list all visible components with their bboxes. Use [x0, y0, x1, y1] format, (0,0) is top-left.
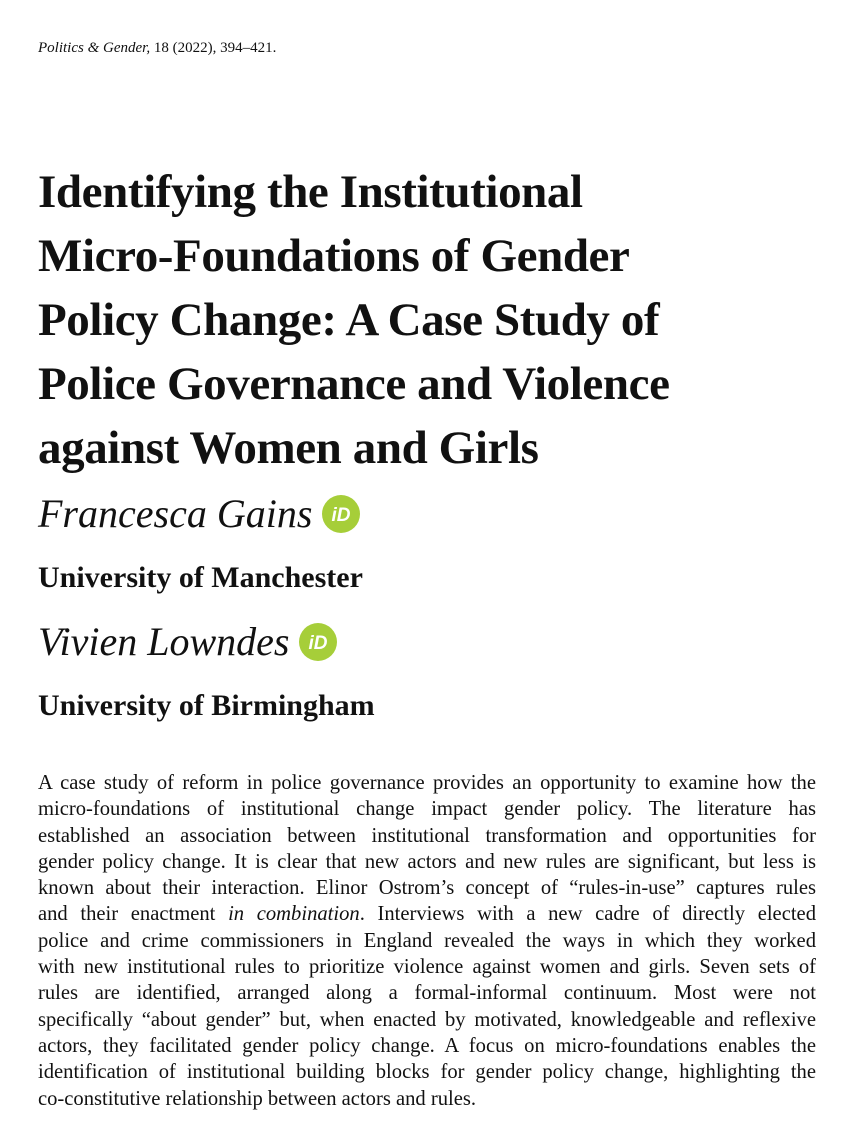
title-line: Police Governance and Violence — [38, 358, 670, 410]
journal-name: Politics & Gender, — [38, 40, 151, 56]
abstract-line: actors, they facilitated gender policy change. A focus on micro-foundations enables the — [38, 1034, 816, 1057]
orcid-label: iD — [308, 633, 328, 654]
journal-citation — [38, 38, 276, 58]
abstract-text: . Interviews with a new cadre of directly elected — [359, 903, 816, 926]
title-line: Micro-Foundations of Gender — [38, 230, 630, 282]
author-name: Vivien Lowndes — [38, 619, 290, 664]
abstract-line: specifically “about gender” but, when enacted by motivated, knowledgeable and reflexive — [38, 1008, 816, 1031]
orcid-icon[interactable] — [299, 623, 337, 661]
author-francesca-gains — [38, 490, 360, 538]
abstract-line: micro-foundations of institutional change impact gender policy. The literature has — [38, 798, 816, 821]
article-title — [38, 160, 828, 480]
title-line: Policy Change: A Case Study of — [38, 294, 660, 346]
abstract-emphasis: in combination — [228, 903, 360, 926]
abstract-line: with new institutional rules to prioritize violence against women and girls. Seven sets of — [38, 956, 816, 979]
title-line: Identifying the Institutional — [38, 166, 583, 218]
title-line: against Women and Girls — [38, 422, 539, 474]
abstract-line: police and crime commissioners in England revealed the ways in which they worked — [38, 929, 816, 952]
abstract-line: rules are identified, arranged along a formal-informal continuum. Most were not — [38, 982, 816, 1005]
abstract-text: and their enactment — [38, 903, 229, 926]
abstract-line: identification of institutional building blocks for gender policy change, highlighting the — [38, 1061, 816, 1084]
abstract-line: co-constitutive relationship between actors and rules. — [38, 1087, 477, 1110]
abstract-line — [38, 901, 816, 927]
abstract — [38, 770, 816, 1112]
orcid-icon[interactable] — [322, 495, 360, 533]
orcid-label: iD — [331, 505, 351, 526]
affiliation: University of Manchester — [38, 561, 363, 594]
author-name: Francesca Gains — [38, 491, 313, 536]
volume-pages: 18 (2022), 394–421. — [150, 40, 277, 56]
affiliation: University of Birmingham — [38, 689, 375, 722]
abstract-line: A case study of reform in police governance provides an opportunity to examine how the — [38, 772, 816, 794]
abstract-line: gender policy change. It is clear that new actors and new rules are significant, but less is — [38, 850, 816, 873]
author-vivien-lowndes — [38, 618, 337, 666]
abstract-line: known about their interaction. Elinor Ostrom’s concept of “rules-in-use” captures rules — [38, 877, 816, 900]
abstract-line: established an association between institutional transformation and opportunities for — [38, 824, 816, 847]
